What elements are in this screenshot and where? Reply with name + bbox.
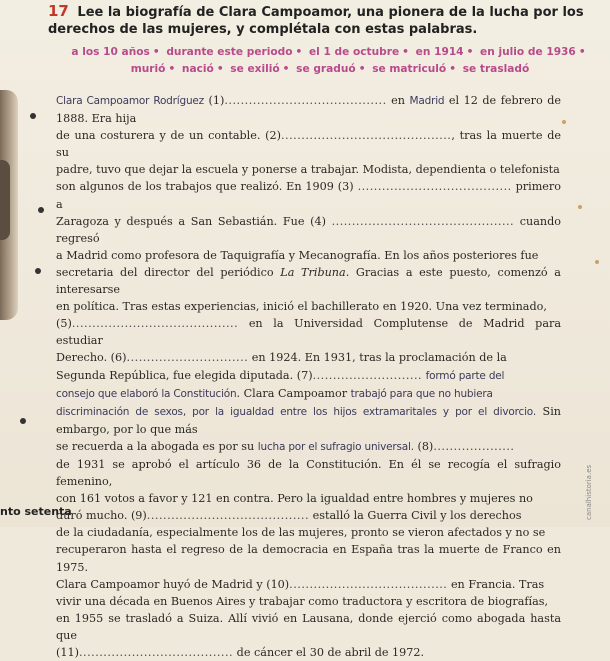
text-line: con 161 votos a favor y 121 en contra. Pero la igualdad entre hombres y mujeres no	[56, 492, 533, 506]
word-bank-item: se exilió	[230, 63, 280, 75]
handwritten-answer: lucha por el sufragio universal.	[257, 440, 414, 453]
text-line: Clara Campoamor Rodríguez (1)........................................ en Madrid el 12 de febrero de 1888. Era hija	[56, 94, 561, 126]
word-bank-item: durante este periodo	[166, 46, 293, 58]
text-line: discriminación de sexos, por la igualdad entre los hijos extramaritales y por el divorcio. Sin embargo, por lo que más	[56, 404, 561, 436]
text-line: de una costurera y de un contable. (2).........................................., tras la muerte de su	[56, 129, 561, 160]
biography-text	[56, 92, 561, 661]
text-line: recuperaron hasta el regreso de la democracia en España tras la muerte de Franco en 1975.	[56, 543, 561, 574]
word-bank-item: en julio de 1936	[480, 46, 576, 58]
text-line: a Madrid como profesora de Taquigrafía y Mecanografía. En los años posteriores fue	[56, 248, 539, 262]
text-line: vivir una década en Buenos Aires y trabajar como traductora y escritora de biografías,	[56, 594, 549, 608]
handwritten-answer: Clara Campoamor Rodríguez	[56, 95, 204, 107]
handwritten-answer: trabajó para que no hubiera	[350, 387, 493, 400]
handwritten-answer: Madrid	[409, 95, 445, 107]
text-line: (11)...................................... de cáncer el 30 de abril de 1972.	[56, 646, 425, 659]
text-line: en 1955 se trasladó a Suiza. Allí vivió en Lausana, donde ejerció como abogada hasta que	[56, 611, 561, 642]
word-bank-item: a los 10 años	[71, 46, 150, 58]
word-bank-item: en 1914	[415, 46, 464, 58]
text-line: se recuerda a la abogada es por su lucha por el sufragio universal. (8)....................	[56, 439, 515, 453]
exercise-instruction	[48, 3, 588, 38]
text-line: en política. Tras estas experiencias, inició el bachillerato en 1920. Una vez terminado,	[56, 300, 547, 314]
text-line: Zaragoza y después a San Sebastián. Fue (4) ............................................. cuando regresó	[56, 214, 561, 245]
bullet-icon	[20, 418, 26, 424]
word-bank-item: se matriculó	[372, 63, 447, 75]
exercise-number: 17	[48, 2, 69, 20]
dot-icon	[562, 120, 566, 124]
bullet-icon	[35, 268, 41, 274]
text-line: padre, tuvo que dejar la escuela y ponerse a trabajar. Modista, dependienta o telefonista	[56, 163, 560, 177]
text-line: duró mucho. (9)........................................ estalló la Guerra Civil y los derechos	[56, 509, 522, 523]
instruction-text: Lee la biografía de Clara Campoamor, una pionera de la lucha por los derechos de las mujeres, y complétala con estas palabras.	[48, 5, 584, 37]
portrait-photo-shadow	[0, 160, 10, 240]
text-line: consejo que elaboró la Constitución. Clara Campoamor trabajó para que no hubiera	[56, 386, 493, 400]
text-line: Segunda República, fue elegida diputada. (7)........................... formó parte del	[56, 368, 505, 382]
word-bank-item: el 1 de octubre	[308, 46, 400, 58]
bullet-icon	[38, 207, 44, 213]
text-line: secretaria del director del periódico La Tribuna. Gracias a este puesto, comenzó a interesarse	[56, 265, 561, 297]
word-bank-item: murió	[130, 63, 166, 75]
handwritten-answer: consejo que elaboró la Constitución	[56, 387, 237, 400]
word-bank-item: se trasladó	[462, 63, 530, 75]
word-bank-item: se graduó	[296, 63, 356, 75]
dot-icon	[595, 260, 599, 264]
handwritten-answer: discriminación de sexos, por la igualdad entre los hijos extramaritales y por el divorcio.	[56, 405, 536, 418]
dot-icon	[578, 205, 582, 209]
image-credit: canalhistoria.es	[585, 464, 593, 520]
bullet-icon	[30, 113, 36, 119]
handwritten-answer: formó parte del	[425, 369, 505, 382]
page-footer: nto setenta	[0, 505, 72, 518]
text-line: Clara Campoamor huyó de Madrid y (10)....................................... en Francia. Tras	[56, 577, 545, 591]
word-bank-item: nació	[181, 63, 214, 75]
text-line: de 1931 se aprobó el artículo 36 de la Constitución. En él se recogía el sufragio femenino,	[56, 457, 561, 489]
text-line: Derecho. (6).............................. en 1924. En 1931, tras la proclamación de la	[56, 351, 507, 365]
word-bank: a los 10 años • durante este periodo • el 1 de octubre • en 1914 • en julio de 1936 • murió • nació • se exilió • se graduó • se matriculó • se trasladó	[71, 46, 586, 75]
text-line: (5)......................................... en la Universidad Complutense de Madrid para estudiar	[56, 317, 562, 348]
text-line: son algunos de los trabajos que realizó. En 1909 (3) ...................................... primero a	[56, 180, 562, 211]
text-line: de la ciudadanía, especialmente los de las mujeres, pronto se vieron afectados y no se	[56, 526, 546, 540]
